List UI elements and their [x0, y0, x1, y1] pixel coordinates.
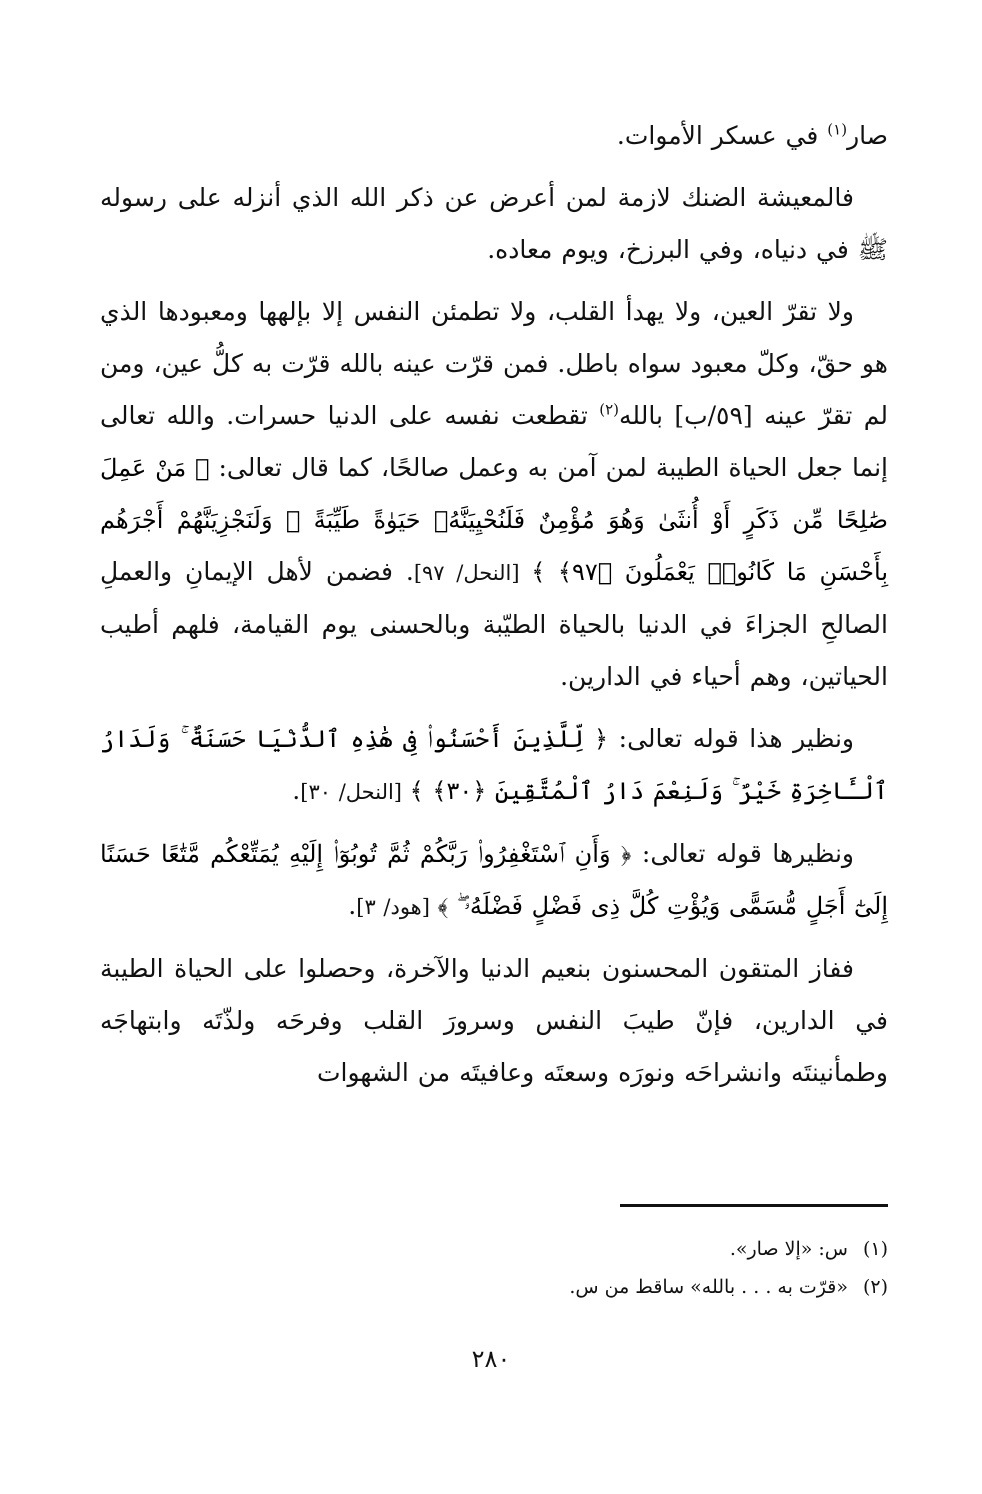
- paragraph-3: [100, 286, 888, 703]
- footnote-marker-1: (١): [827, 120, 848, 139]
- paragraph-3-text-b: تقطعت نفسه على الدنيا حسرات. والله تعالى إنما جعل الحياة الطيبة لمن آمن به وعمل صالحًا، كما قال تعالى:: [100, 401, 889, 482]
- quran-verse-nahl-30: ﴿ لِّلَّذِينَ أَحْسَنُوا۟ فِى هَٰذِهِ ٱلدُّنْيَا حَسَنَةٌ ۚ وَلَدَارُ ٱلْـَٔاخِرَةِ خَيْرٌ ۚ وَلَنِعْمَ دَارُ ٱلْمُتَّقِينَ ﴿٣٠﴾ ﴾: [100, 725, 888, 805]
- paragraph-5-text-a: ونظيرها قوله تعالى:: [631, 839, 854, 868]
- quran-verse-nahl-97: ﴿ مَنْ عَمِلَ صَٰلِحًا مِّن ذَكَرٍ أَوْ أُنثَىٰ وَهُوَ مُؤْمِنٌ فَلَنُحْيِيَنَّهُۥ حَيَوٰةً طَيِّبَةً ۖ وَلَنَجْزِيَنَّهُمْ أَجْرَهُم بِأَحْسَنِ مَا كَانُوا۟ يَعْمَلُونَ ﴿٩٧﴾ ﴾: [100, 454, 888, 586]
- footnote-2: [100, 1268, 888, 1306]
- footnote-1-number: (١): [862, 1238, 888, 1260]
- footnote-separator: [620, 1204, 888, 1207]
- paragraph-6: ففاز المتقون المحسنون بنعيم الدنيا والآخرة، وحصلوا على الحياة الطيبة في الدارين، فإنّ طيبَ النفس وسرورَ القلب وفرحَه ولذّتَه وابتهاجَه وطمأنينتَه وانشراحَه ونورَه وسعتَه وعافيتَه من الشهوات: [100, 954, 888, 1087]
- footnote-2-number: (٢): [862, 1276, 888, 1298]
- paragraph-2: فالمعيشة الضنك لازمة لمن أعرض عن ذكر الله الذي أنزله على رسوله ﷺ في دنياه، وفي البرزخ، ويوم معاده.: [100, 183, 888, 264]
- paragraph-3-text-c: . فضمن لأهل الإيمانِ والعملِ الصالحِ الجزاءَ في الدنيا بالحياة الطيّبة وبالحسنى يوم القيامة، فلهم أطيب الحياتين، وهم أحياء في الدارين.: [100, 557, 888, 691]
- paragraph-1: [100, 110, 888, 162]
- paragraph-1-text-a: صار: [847, 121, 888, 150]
- paragraph-4-text-b: .: [292, 776, 301, 805]
- paragraph-1-text-b: في عسكر الأموات.: [616, 121, 828, 150]
- footnote-marker-2: (٢): [599, 400, 620, 419]
- footnote-1: [100, 1230, 888, 1268]
- verse-reference-hud-3: [هود/ ٣]: [356, 895, 438, 919]
- paragraph-4-text-a: ونظير هذا قوله تعالى:: [608, 724, 854, 753]
- footnote-2-text: «قرّت به . . . بالله» ساقط من س.: [569, 1276, 848, 1298]
- paragraph-5: [100, 828, 888, 933]
- verse-reference-nahl-97: [النحل/ ٩٧]: [413, 561, 532, 585]
- page-number: ٢٨٠: [471, 1345, 511, 1373]
- paragraph-5-text-b: .: [348, 891, 357, 920]
- paragraph-3-text-a: ولا تقرّ العين، ولا يهدأ القلب، ولا تطمئن النفس إلا بإلهها ومعبودها الذي هو حقّ، وكلّ معبود سواه باطل. فمن قرّت عينه بالله قرّت به كلُّ عين، ومن لم تقرّ عينه [٥٩/ب] بالله: [100, 297, 889, 430]
- paragraph-4: [100, 713, 888, 818]
- quran-verse-hud-3: ﴿ وَأَنِ ٱسْتَغْفِرُوا۟ رَبَّكُمْ ثُمَّ تُوبُوٓا۟ إِلَيْهِ يُمَتِّعْكُم مَّتَٰعًا حَسَنًا إِلَىٰٓ أَجَلٍ مُّسَمًّى وَيُؤْتِ كُلَّ ذِى فَضْلٍ فَضْلَهُۥ ۖ ﴾: [100, 840, 888, 920]
- footnotes: [100, 1230, 888, 1306]
- verse-reference-nahl-30: [النحل/ ٣٠]: [300, 780, 410, 804]
- page-body: [100, 110, 888, 1450]
- footnote-1-text: س: «إلا صار».: [729, 1238, 848, 1260]
